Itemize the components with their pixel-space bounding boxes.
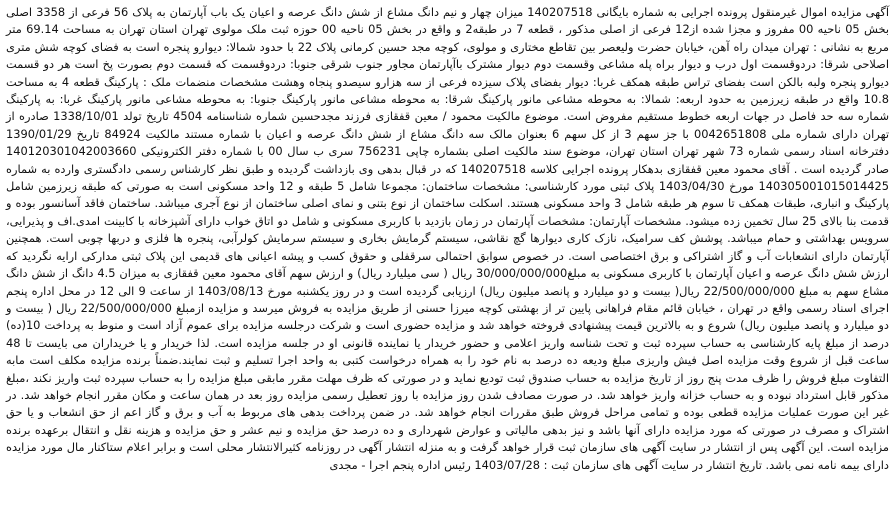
- auction-notice-text: آگهی مزایده اموال غیرمنقول پرونده اجرایی به شماره بایگانی 140207518 میزان چهار و نیم دانگ مشاع از شش دانگ عرصه و اعیان یک باب آپارتمان به پلاک 56 فرعی از 3358 اصلی بخش 05 ناحیه 00 مفروز و مجزا شده از12 فرعی از اصلی مذکور ، قطعه 7 در طبقه2 و واقع در بخش 05 ناحیه 00 حوزه ثبت ملک مولوی تهران استان تهران به مساحت 69.14 متر مربع به نشانی : تهران میدان راه آهن، خیابان حضرت ولیعصر بین تقاطع مختاری و مولوی، کوچه مجد حسین کرمانی پلاک 22 با حدود شمالا: دیوارو پنجره است به فضای کوچه شش متری اصلاحی شرقا: دردوقسمت اول درب و دیوار براه پله مشاعی وقسمت دوم دیوار مشترک باآپارتمان مجاور جنوب شرقی جنوبا: دردوقسمت که قسمت دوم بصورت پخ است هر دو قسمت دیوارو پنجره ولبه بالکن است بفضای تراس طبقه همکف غربا: دیوار بفضای پلاک سیزده فرعی از سه هزارو سیصدو پنجاه وهشت مشخصات منضمات ملک : پارکینگ قطعه 4 به مساحت 10.8 واقع در طبقه زیرزمین به حدود اربعه: شمالا: به محوطه مشاعی مانور پارکینگ شرقا: به محوطه مشاعی مانور پارکینگ جنوبا: به محوطه مشاعی مانور پارکینگ غربا: به پارکینگ شماره سه حد فاصل در جهات اربعه خطوط مستقیم مفروض است. موضوع مالکیت محمود / معین قفقازی فرزند مجدحسین شماره شناسنامه 4504 تاریخ تولد 1338/10/01 صادره از تهران دارای شماره ملی 0042651808 با جز سهم 3 از کل سهم 6 بعنوان مالک سه دانگ مشاع از شش دانگ عرصه و اعیان با شماره مستند مالکیت 84924 تاریخ 1390/01/29 دفترخانه اسناد رسمی شماره 73 شهر تهران استان تهران، موضوع سند مالکیت اصلی بشماره چاپی 756231 سری ب سال 00 با شماره دفتر الکترونیکی 140120301042003660 صادر گردیده است . آقای محمود معین قفقازی بدهکار پرونده اجرایی کلاسه 140207518 که در قبال بدهی وی بازداشت گردیده و طبق نظر کارشناس رسمی دادگستری وارده به شماره 14030500101501442​5 مورخ 1403/04/30 پلاک ثبتی مورد کارشناسی: مشخصات ساختمان: مجموعا شامل 5 طبقه و 12 واحد مسکونی است به صورتی که طبقه زیرزمین شامل پارکینگ و انباری، طبقات همکف تا سوم هر طبقه شامل 3 واحد مسکونی هستند. اسکلت ساختمان از نوع بتنی و نمای اصلی ساختمان از نوع آجری میباشد. ساختمان فاقد آسانسور بوده و قدمت بنا بالای 25 سال تخمین زده میشود. مشخصات آپارتمان: مشخصات آپارتمان در زمان بازدید با کاربری مسکونی و شامل دو اتاق خواب دارای آشپزخانه با کابینت امدی.اف و پذیرایی، سرویس بهداشتی و حمام میباشد. پوشش کف سرامیک، نازک کاری دیوارها گچ نقاشی، سیستم گرمایش بخاری و سیستم سرمایش کولرآبی، پنجره ها فلزی و دربها چوبی است. همچنین آپارتمان دارای انشعابات آب و گاز اشتراکی و برق اختصاصی است. در خصوص سوابق احتمالی سرقفلی و حقوق کسب و پیشه اعیانی های قدیمی این پلاک ثبتی مدارکی ارایه نگردید که ارزش شش دانگ عرصه و اعیان آپارتمان با کاربری مسکونی به مبلغ30/000/000/000 ریال ( سی میلیارد ریال) و ارزش سهم آقای محمود معین قفقازی به میزان 4.5 دانگ از شش دانگ مشاع سهم به مبلغ 22/500/000/000 ریال( بیست و دو میلیارد و پانصد میلیون ریال) ارزیابی گردیده است و در روز یکشنبه مورخ 1403/08/13 از ساعت 9 الی 12 در محل اداره پنجم اجرای اسناد رسمی واقع در تهران ، خیابان قائم مقام فراهانی پایین تر از بهشتی کوچه میرزا حسنی از طریق مزایده به فروش میرسد و مزایده ازمبلغ 22/500/000/000 ریال ( بیست و دو میلیارد و پانصد میلیون ریال) شروع و به بالاترین قیمت پیشنهادی فروخته خواهد شد و مزایده حضوری است و شرکت درجلسه مزایده برای عموم آزاد است و منوط به پرداخت 10(ده) درصد از مبلغ پایه کارشناسی به حساب سپرده ثبت و تحت شناسه واریز اعلامی و حضور خریدار یا نماینده قانونی او در جلسه مزایده است. لذا خریدار و یا خریداران می بایست تا 48 ساعت قبل از شروع وقت مزایده اصل فیش واریزی مبلغ ودیعه ده درصد به نام خود را به همراه درخواست کتبی به واحد اجرا تسلیم و ثبت نمایند.ضمناً برنده مزایده مکلف است مابه التفاوت مبلغ فروش را ظرف مدت پنج روز از تاریخ مزایده به حساب صندوق ثبت تودیع نماید و در صورتی که ظرف مهلت مقرر مابقی مبلغ مزایده را به حساب سپرده ثبت واریز نکند ،مبلغ مذکور قابل استرداد نبوده و به حساب خزانه واریز خواهد شد. در صورت مصادف شدن روز مزایده با روز تعطیل رسمی مزایده روز بعد در همان ساعت و مکان مقرر انجام خواهد شد. در غیر این صورت عملیات مزایده قطعی بوده و تمامی مراحل فروش طبق مقررات انجام خواهد شد. در ضمن پرداخت بدهی های مربوط به آب و برق و گاز اعم از حق انشعاب و یا حق اشتراک و مصرف در صورتی که مورد مزایده دارای آنها باشد و نیز بدهی مالیاتی و عوارض شهرداری و ده درصد حق مزایده و نیم عشر و حق مزایده و هزینه نقل و انتقال برعهده برنده مزایده است. این آگهی پس از انتشار در سایت آگهی های سازمان ثبت قرار خواهد گرفت و به منزله انتشار آگهی در روزنامه کثیرالانتشار محلی است و برابر اعلام ستاکنار مال مورد مزایده دارای بیمه نامه نمی باشد. تاریخ انتشار در سایت آگهی های سازمان ثبت : 1403/07/28 رئیس اداره پنجم اجرا - مجدی: [6, 5, 890, 472]
